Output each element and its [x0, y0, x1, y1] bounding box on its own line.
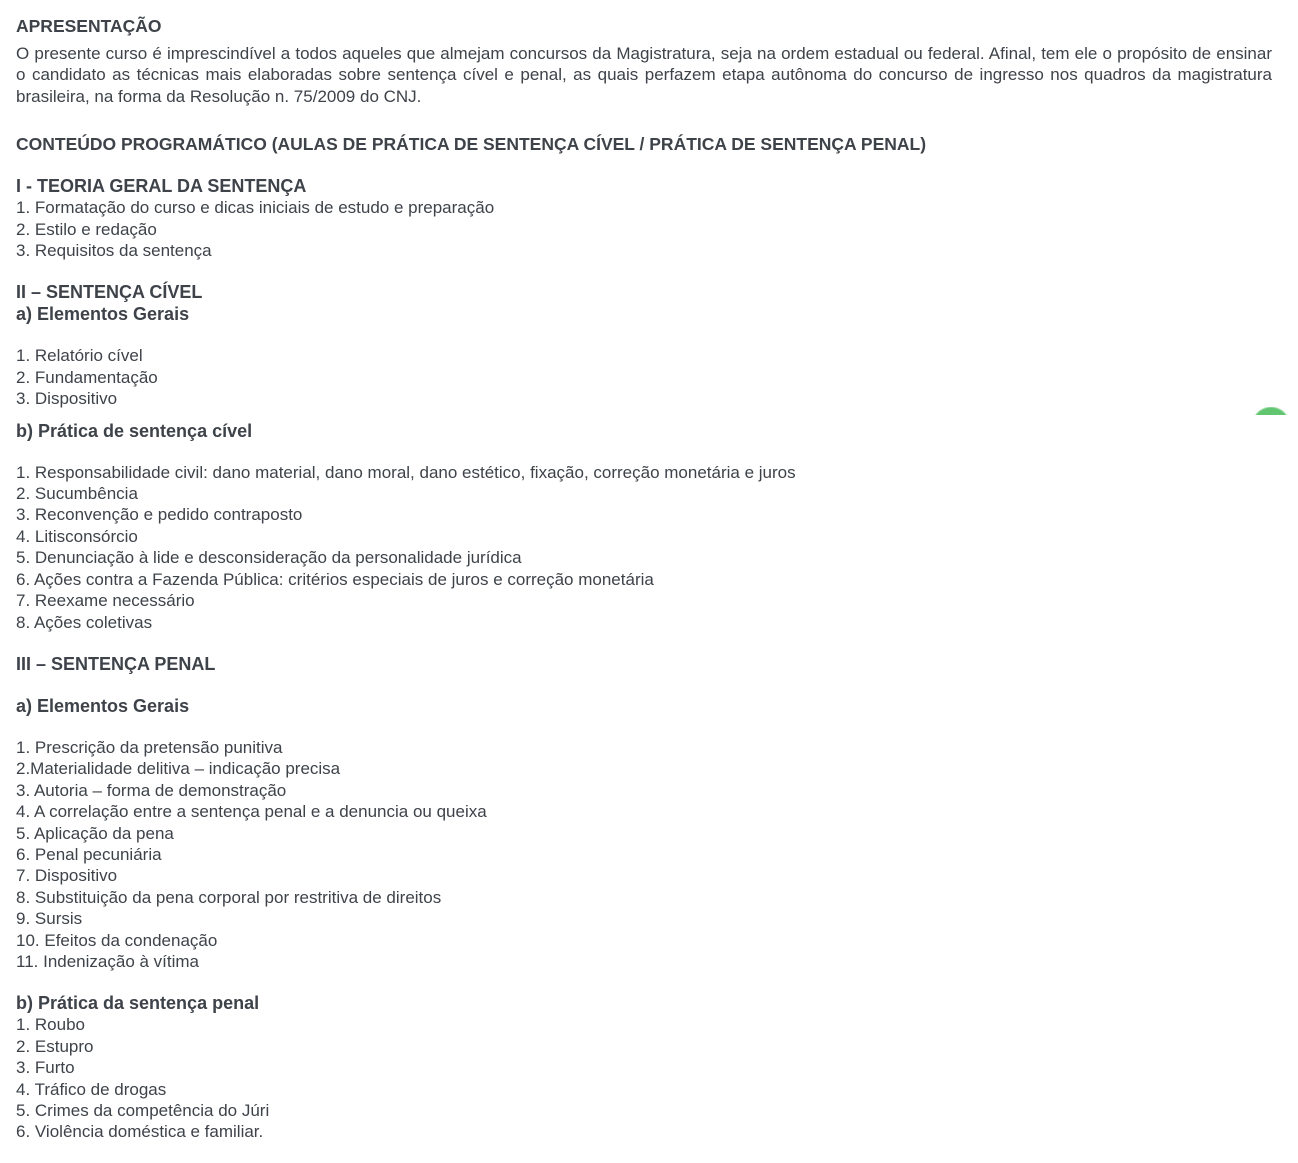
presentation-body: O presente curso é imprescindível a todos aqueles que almejam concursos da Magistratura, seja na ordem estadual ou federal. Afinal, tem ele o propósito de ensinar o candidato as técnicas mais elaboradas sobre sentença cível e penal, as quais perfazem etapa autônoma do concurso de ingresso nos quadros da magistratura brasileira, na forma da Resolução n. 75/2009 do CNJ. [16, 44, 1272, 106]
list-item: 3. Requisitos da sentença [16, 241, 212, 261]
list-item: 3. Furto [16, 1058, 75, 1078]
list-item: 1. Responsabilidade civil: dano material, dano moral, dano estético, fixação, correção monetária e juros [16, 462, 796, 482]
section-title: III – SENTENÇA PENAL [16, 653, 216, 674]
list-item: 7. Reexame necessário [16, 591, 195, 611]
item-list [16, 737, 1272, 972]
list-item: 1. Prescrição da pretensão punitiva [16, 737, 283, 757]
list-item: 1. Roubo [16, 1015, 85, 1035]
item-list [16, 345, 1272, 409]
list-item: 4. Tráfico de drogas [16, 1079, 167, 1099]
list-item: 5. Aplicação da pena [16, 823, 174, 843]
syllabus-section [16, 281, 1272, 632]
list-item: 6. Ações contra a Fazenda Pública: critérios especiais de juros e correção monetária [16, 569, 654, 589]
green-circle-icon [1252, 407, 1290, 415]
list-item: 2. Estupro [16, 1036, 94, 1056]
list-item: 7. Dispositivo [16, 866, 118, 886]
list-item: 3. Autoria – forma de demonstração [16, 780, 287, 800]
list-item: 2. Fundamentação [16, 367, 158, 387]
item-list [16, 462, 1272, 633]
presentation-title: APRESENTAÇÃO [16, 16, 162, 36]
list-item: 2. Sucumbência [16, 484, 138, 504]
list-item: 3. Reconvenção e pedido contraposto [16, 505, 303, 525]
list-item: 9. Sursis [16, 909, 83, 929]
section-subheading: b) Prática de sentença cível [16, 420, 253, 441]
syllabus-sections [16, 175, 1272, 1143]
syllabus-section [16, 653, 1272, 1143]
section-subheading: a) Elementos Gerais [16, 304, 190, 325]
list-item: 5. Crimes da competência do Júri [16, 1101, 270, 1120]
list-item: 1. Relatório cível [16, 346, 143, 366]
floating-action-button-peek[interactable] [1252, 407, 1290, 415]
section-subheading: a) Elementos Gerais [16, 695, 190, 716]
list-item: 8. Substituição da pena corporal por restritiva de direitos [16, 887, 442, 907]
syllabus-title: CONTEÚDO PROGRAMÁTICO (AULAS DE PRÁTICA DE SENTENÇA CÍVEL / PRÁTICA DE SENTENÇA PENAL) [16, 134, 927, 155]
list-item: 5. Denunciação à lide e desconsideração da personalidade jurídica [16, 548, 522, 568]
list-item: 1. Formatação do curso e dicas iniciais de estudo e preparação [16, 198, 495, 218]
item-list [16, 1014, 1272, 1142]
list-item: 6. Penal pecuniária [16, 844, 162, 864]
list-item: 3. Dispositivo [16, 389, 118, 409]
list-item: 2.Materialidade delitiva – indicação precisa [16, 759, 341, 779]
syllabus-section [16, 175, 1272, 261]
list-item: 4. A correlação entre a sentença penal e a denuncia ou queixa [16, 802, 487, 822]
list-item: 6. Violência doméstica e familiar. [16, 1122, 264, 1142]
list-item: 2. Estilo e redação [16, 219, 157, 239]
item-list [16, 197, 1272, 261]
list-item: 8. Ações coletivas [16, 612, 153, 632]
list-item: 10. Efeitos da condenação [16, 930, 218, 950]
section-title: I - TEORIA GERAL DA SENTENÇA [16, 176, 307, 197]
list-item: 4. Litisconsórcio [16, 526, 138, 546]
section-subheading: b) Prática da sentença penal [16, 993, 260, 1014]
section-title: II – SENTENÇA CÍVEL [16, 282, 203, 303]
list-item: 11. Indenização à vítima [16, 951, 200, 971]
